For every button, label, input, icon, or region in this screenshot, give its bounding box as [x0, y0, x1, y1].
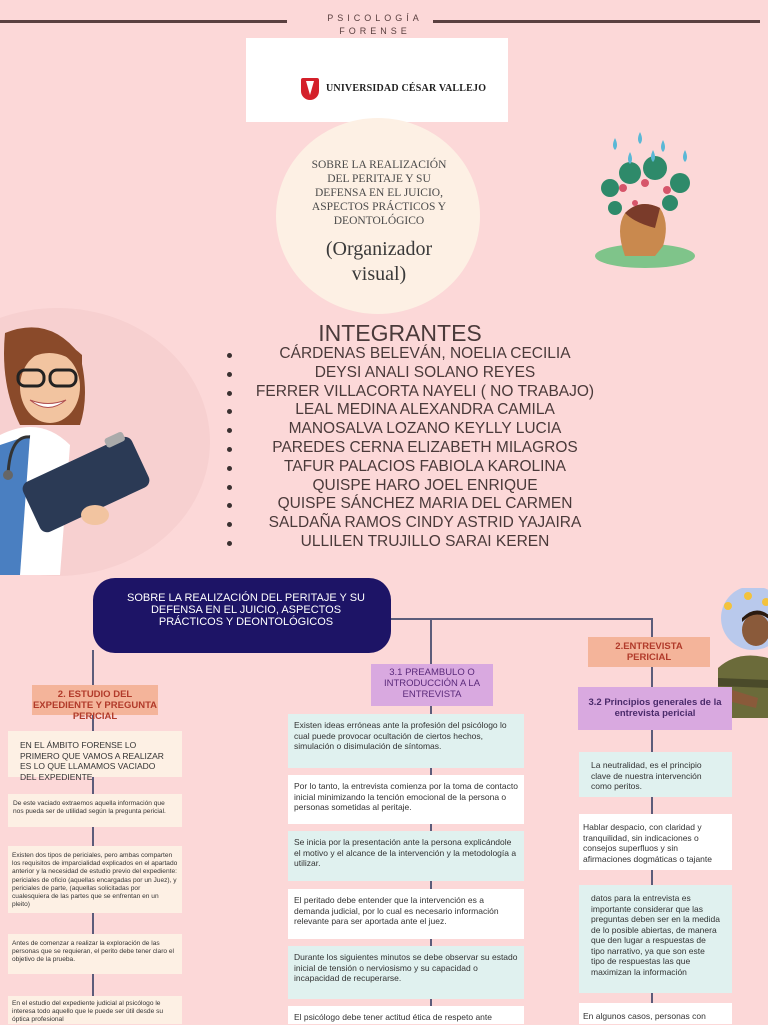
branch1-card-5: En el estudio del expediente judicial al psicólogo le interesa todo aquello que le puede ser útil desde su óptica profesional: [8, 996, 182, 1024]
list-item: PAREDES CERNA ELIZABETH MILAGROS: [225, 439, 625, 458]
page-title: SOBRE LA REALIZACIÓN DEL PERITAJE Y SU DEFENSA EN EL JUICIO, ASPECTOS PRÁCTICOS Y DEONTOLÓGICO: [311, 159, 447, 227]
map-root-node: [93, 578, 391, 653]
connector-root-branch1: [92, 650, 94, 686]
branch3-card-2: Hablar despacio, con claridad y tranquilidad, sin indicaciones o consejos superfluos y sin afirmaciones dogmáticas o tajante: [579, 814, 732, 870]
bullet-icon: [227, 522, 232, 527]
bullet-icon: [227, 353, 232, 358]
list-item: FERRER VILLACORTA NAYELI ( NO TRABAJO): [225, 383, 625, 402]
list-item: LEAL MEDINA ALEXANDRA CAMILA: [225, 401, 625, 420]
shield-icon: [301, 78, 319, 100]
university-logo: [246, 38, 508, 122]
list-item: TAFUR PALACIOS FABIOLA KAROLINA: [225, 458, 625, 477]
bullet-icon: [227, 485, 232, 490]
bullet-icon: [227, 391, 232, 396]
branch3-card-4: En algunos casos, personas con: [579, 1003, 732, 1024]
list-item: QUISPE SÁNCHEZ MARIA DEL CARMEN: [225, 495, 625, 514]
branch2-card-2: Por lo tanto, la entrevista comienza por la toma de contacto inicial minimizando la tención emocional de la persona o personas sometidas al peritaje.: [288, 775, 524, 824]
bullet-icon: [227, 541, 232, 546]
branch3-card-1: La neutralidad, es el principio clave de nuestra intervención como peritos.: [579, 752, 732, 797]
bullet-icon: [227, 466, 232, 471]
branch2-card-6: El psicólogo debe tener actitud ética de respeto ante: [288, 1006, 524, 1024]
connector-branch3-vertical: [651, 618, 653, 638]
list-item: ULLILEN TRUJILLO SARAI KEREN: [225, 533, 625, 552]
doctor-illustration: [0, 325, 150, 575]
bullet-icon: [227, 409, 232, 414]
branch1-card-2: De este vaciado extraemos aquella información que nos pueda ser de utilidad según la pregunta pericial.: [8, 794, 182, 827]
branch2-title: 3.1 PREAMBULO O INTRODUCCIÓN A LA ENTREVISTA: [371, 664, 493, 706]
page-subtitle: (Organizador visual): [325, 238, 433, 285]
branch2-card-1: Existen ideas erróneas ante la profesión del psicólogo lo cual puede provocar ocultación de ciertos hechos, simulación o disimulación de síntomas.: [288, 714, 524, 768]
logo-text: UNIVERSIDAD CÉSAR VALLEJO: [326, 83, 487, 94]
branch2-card-5: Durante los siguientes minutos se debe observar su estado inicial de tensión o nerviosismo y su capacidad o incapacidad de recuperarse.: [288, 946, 524, 999]
list-item: CÁRDENAS BELEVÁN, NOELIA CECILIA: [225, 345, 625, 364]
integrantes-title: INTEGRANTES: [318, 320, 482, 346]
map-root-label: SOBRE LA REALIZACIÓN DEL PERITAJE Y SU DEFENSA EN EL JUICIO, ASPECTOS PRÁCTICOS Y DEONTOLÓGICOS: [126, 592, 365, 628]
list-item: DEYSI ANALI SOLANO REYES: [225, 364, 625, 383]
header-title: PSICOLOGÍA FORENSE: [327, 13, 423, 36]
branch2-card-3: Se inicia por la presentación ante la persona explicándole el motivo y el alcance de la intervención y la metodología a utilizar.: [288, 831, 524, 881]
connector-branch2-vertical: [430, 618, 432, 666]
list-item: MANOSALVA LOZANO KEYLLY LUCIA: [225, 420, 625, 439]
branch1-card-4: Antes de comenzar a realizar la exploración de las personas que se requieran, el perito debe tener claro el objetivo de la prueba.: [8, 934, 182, 974]
bullet-icon: [227, 447, 232, 452]
connector-branch3-sub: [651, 666, 653, 688]
header-rule-right: [433, 20, 760, 23]
list-item: QUISPE HARO JOEL ENRIQUE: [225, 477, 625, 496]
branch2-card-4: El peritado debe entender que la intervención es a demanda judicial, por lo cual es necesario información relevante para ser aportada ante el juez.: [288, 889, 524, 939]
branch1-card-3: Existen dos tipos de periciales, pero ambas comparten los requisitos de imparcialidad explicados en el apartado anterior y la necesidad de estudio previo del expediente: periciales de oficio (aquellas encargadas por un Juez), y periciales de parte, (aquellas solicitadas por cualesquiera de las partes que se enfrentan en un pleito): [8, 846, 182, 913]
branch1-title: 2. ESTUDIO DEL EXPEDIENTE Y PREGUNTA PERICIAL: [32, 685, 158, 715]
branch3-title: 2.ENTREVISTA PERICIAL: [588, 637, 710, 667]
header-rule-left: [0, 20, 287, 23]
bullet-icon: [227, 503, 232, 508]
bullet-icon: [227, 372, 232, 377]
mind-plant-illustration: [585, 128, 705, 273]
bullet-icon: [227, 428, 232, 433]
branch1-card-1: EN EL ÁMBITO FORENSE LO PRIMERO QUE VAMOS A REALIZAR ES LO QUE LLAMAMOS VACIADO DEL EXPEDIENTE: [8, 731, 182, 777]
branch3-card-3: datos para la entrevista es importante considerar que las preguntas deben ser en la medida de lo posible abiertas, de manera que den lugar a respuestas de tipo narrativo, ya que son este tipo de respuestas las que maximizan la información: [579, 885, 732, 993]
branch3-subtitle: 3.2 Principios generales de la entrevista pericial: [578, 687, 732, 730]
members-list: [225, 345, 625, 552]
list-item: SALDAÑA RAMOS CINDY ASTRID YAJAIRA: [225, 514, 625, 533]
